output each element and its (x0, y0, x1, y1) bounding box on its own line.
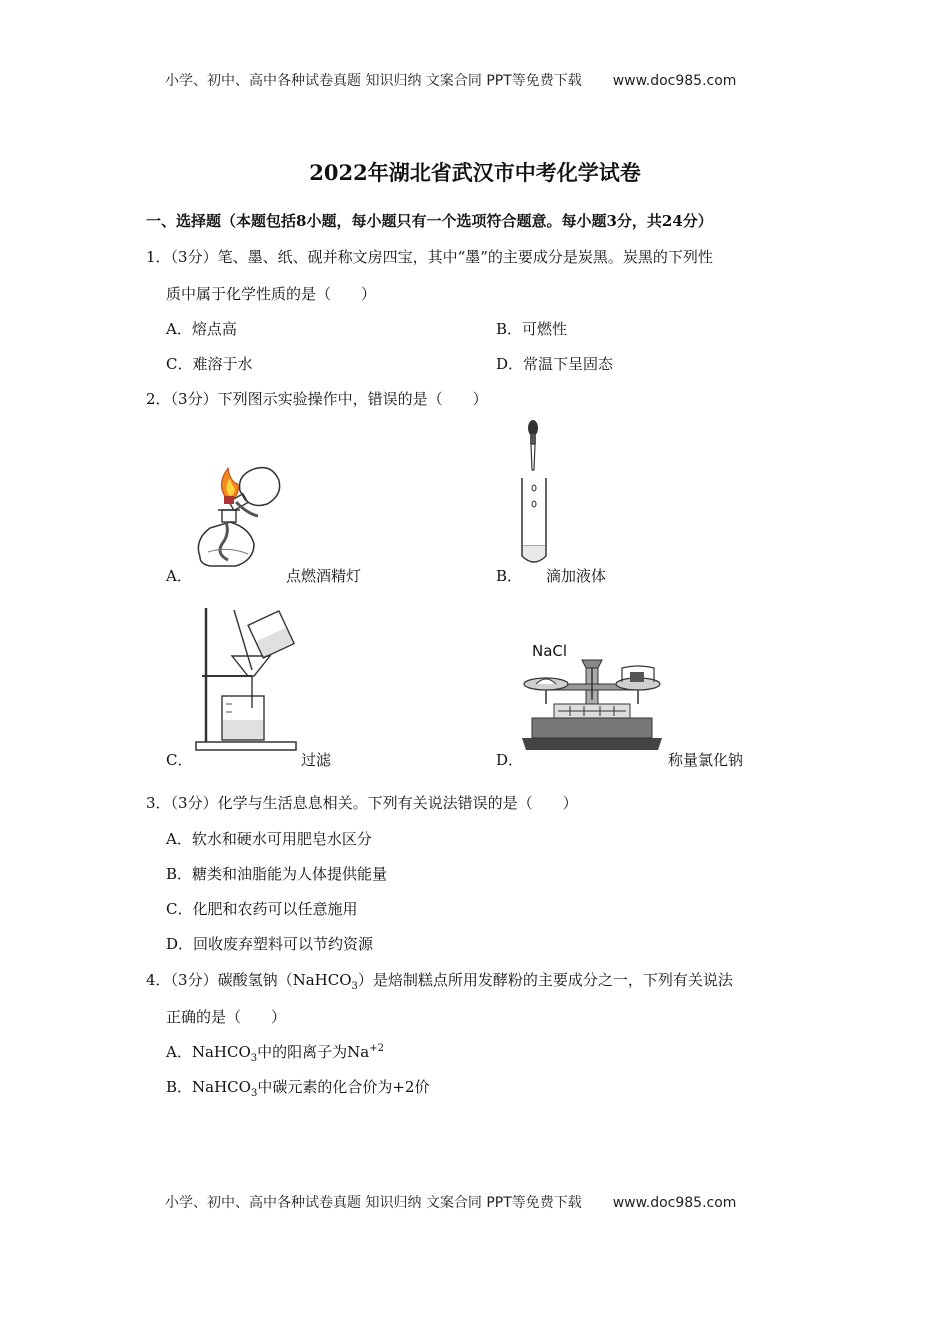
q2-option-d-caption: 称量氯化钠 (668, 751, 744, 769)
page-header (165, 70, 736, 90)
q2-option-c-caption: 过滤 (301, 751, 332, 769)
q2-option-b-letter[interactable]: B． (496, 567, 523, 585)
q4-b-part2: 中碳元素的化合价为+2价 (257, 1078, 430, 1096)
q3-stem: 3．（3分）化学与生活息息相关。下列有关说法错误的是（ ） (146, 794, 578, 812)
header-site[interactable]: www.doc985.com (612, 73, 737, 89)
q1-option-b[interactable]: B．可燃性 (496, 320, 568, 338)
q1-stem-line2: 质中属于化学性质的是（ ） (166, 285, 377, 303)
alcohol-lamp-illustration (188, 462, 288, 574)
q1-stem-line1: 1．（3分）笔、墨、纸、砚并称文房四宝，其中“墨”的主要成分是炭黑。炭黑的下列性 (146, 248, 713, 266)
q3-option-a[interactable]: A．软水和硬水可用肥皂水区分 (166, 830, 372, 848)
header-text: 小学、初中、高中各种试卷真题 知识归纳 文案合同 PPT等免费下载 (165, 73, 582, 89)
q1-option-c[interactable]: C．难溶于水 (166, 355, 253, 373)
q3-option-c[interactable]: C．化肥和农药可以任意施用 (166, 900, 358, 918)
footer-text: 小学、初中、高中各种试卷真题 知识归纳 文案合同 PPT等免费下载 (165, 1195, 582, 1211)
q3-option-d[interactable]: D．回收废弃塑料可以节约资源 (166, 935, 374, 953)
filtration-illustration (192, 604, 302, 754)
q2-stem: 2．（3分）下列图示实验操作中，错误的是（ ） (146, 390, 488, 408)
q4-a-sup: +2 (369, 1043, 384, 1054)
q4-stem-line2: 正确的是（ ） (166, 1008, 287, 1026)
page-title: 2022年湖北省武汉市中考化学试卷 (309, 160, 641, 185)
q2-option-d-letter[interactable]: D． (496, 751, 524, 769)
q4-stem-part1: 4．（3分）碳酸氢钠（NaHCO (146, 971, 352, 989)
q4-a-part1: A．NaHCO (166, 1043, 251, 1061)
page-footer (165, 1192, 736, 1212)
q4-stem-part2: ）是焙制糕点所用发酵粉的主要成分之一，下列有关说法 (357, 971, 733, 989)
dropper-test-tube-illustration (514, 418, 554, 568)
q4-stem-line1 (146, 969, 733, 992)
q4-b-part1: B．NaHCO (166, 1078, 251, 1096)
nacl-label: NaCl (532, 642, 568, 660)
q4-stem-sub: 3 (351, 981, 358, 992)
q4-option-a[interactable] (166, 1041, 384, 1064)
q2-option-c-letter[interactable]: C． (166, 751, 193, 769)
q2-option-b-caption: 滴加液体 (546, 567, 607, 585)
q2-option-a-letter[interactable]: A． (166, 567, 192, 585)
q4-a-part2: 中的阳离子为Na (257, 1043, 370, 1061)
q3-option-b[interactable]: B．糖类和油脂能为人体提供能量 (166, 865, 388, 883)
section-heading: 一、选择题（本题包括8小题，每小题只有一个选项符合题意。每小题3分，共24分） (146, 212, 713, 230)
q4-a-sub: 3 (250, 1053, 258, 1064)
footer-site[interactable]: www.doc985.com (612, 1195, 737, 1211)
q2-option-a-caption: 点燃酒精灯 (286, 567, 362, 585)
q4-option-b[interactable] (166, 1076, 429, 1099)
q1-option-a[interactable]: A．熔点高 (166, 320, 237, 338)
q4-b-sub: 3 (250, 1088, 258, 1099)
q1-option-d[interactable]: D．常温下呈固态 (496, 355, 614, 373)
